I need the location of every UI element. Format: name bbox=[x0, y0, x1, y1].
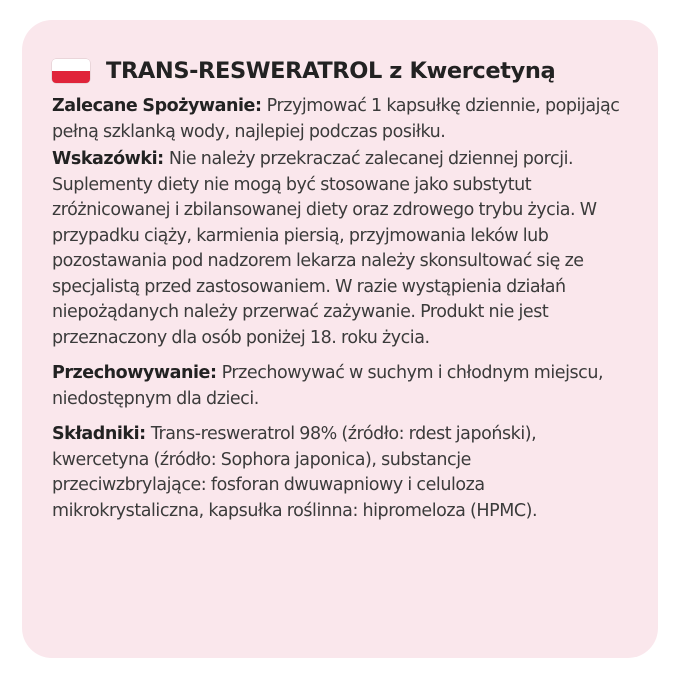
section-guidelines bbox=[52, 147, 628, 351]
section-storage-text: Przechowywać w suchym i chłodnym miejscu, niedostępnym dla dzieci. bbox=[52, 363, 604, 409]
section-ingredients-label: Składniki: bbox=[52, 424, 151, 444]
section-usage-text: Przyjmować 1 kapsułkę dziennie, popijając pełną szklanką wody, najlepiej podczas posiłku. bbox=[52, 96, 620, 142]
info-card bbox=[22, 20, 658, 658]
product-title: TRANS-RESWERATROL z Kwercetyną bbox=[106, 58, 556, 84]
section-storage bbox=[52, 361, 628, 412]
flag-red-stripe bbox=[52, 71, 90, 83]
section-ingredients bbox=[52, 422, 628, 524]
poland-flag-icon bbox=[52, 59, 90, 83]
section-storage-label: Przechowywanie: bbox=[52, 363, 222, 383]
section-ingredients-text: Trans-resweratrol 98% (źródło: rdest japoński), kwercetyna (źródło: Sophora japonica), substancje przeciwzbrylające: fosforan dwuwapniowy i celuloza mikrokrystaliczna, kapsułka roślinna: hipromeloza (HPMC). bbox=[52, 424, 538, 521]
title-row bbox=[52, 58, 628, 84]
section-guidelines-label: Wskazówki: bbox=[52, 149, 169, 169]
section-usage bbox=[52, 94, 628, 145]
section-usage-label: Zalecane Spożywanie: bbox=[52, 96, 267, 116]
flag-white-stripe bbox=[52, 59, 90, 71]
section-guidelines-text: Nie należy przekraczać zalecanej dziennej porcji. Suplementy diety nie mogą być stosowane jako substytut zróżnicowanej i zbilansowanej diety oraz zdrowego trybu życia. W przypadku ciąży, karmienia piersią, przyjmowania leków lub pozostawania pod nadzorem lekarza należy skonsultować się ze specjalistą przed zastosowaniem. W razie wystąpienia działań niepożądanych należy przerwać zażywanie. Produkt nie jest przeznaczony dla osób poniżej 18. roku życia. bbox=[52, 149, 597, 348]
